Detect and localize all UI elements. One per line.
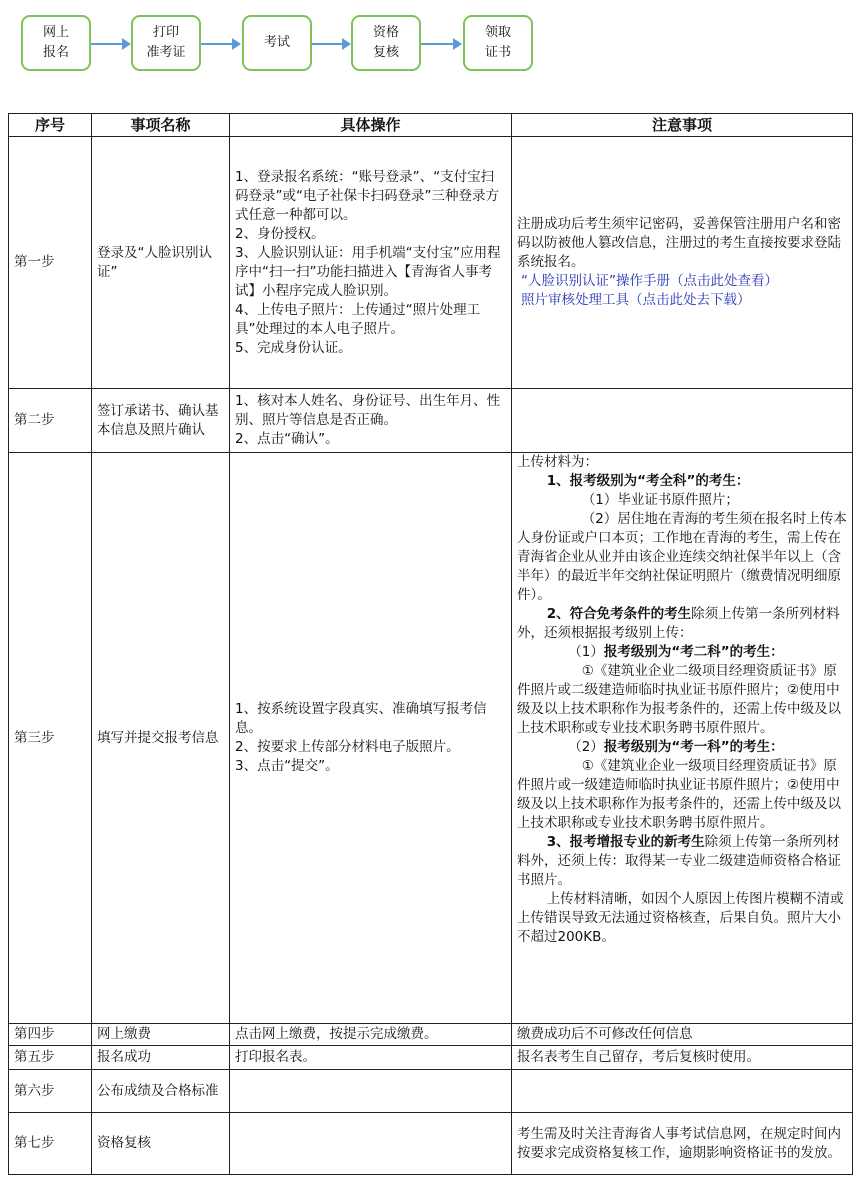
table-row: [9, 389, 853, 453]
flow-arrow: [91, 43, 129, 45]
step-name: 登录及“人脸识别认证”: [92, 137, 230, 389]
flow-step-review: 资格 复核: [351, 15, 421, 71]
step-operation: 点击网上缴费，按提示完成缴费。: [230, 1024, 512, 1046]
step-notes: [512, 1070, 853, 1113]
step-number: 第二步: [9, 389, 92, 453]
step-name: 网上缴费: [92, 1024, 230, 1046]
table-row: [9, 1113, 853, 1175]
step-operation: 打印报名表。: [230, 1046, 512, 1070]
step-notes: 考生需及时关注青海省人事考试信息网，在规定时间内按要求完成资格复核工作，逾期影响资格证书的发放。: [512, 1113, 853, 1175]
step-notes: 缴费成功后不可修改任何信息: [512, 1024, 853, 1046]
flow-step-print-ticket: 打印 准考证: [131, 15, 201, 71]
step-number: 第一步: [9, 137, 92, 389]
table-row: [9, 453, 853, 1024]
header-seq: 序号: [9, 114, 92, 137]
flow-arrow: [201, 43, 239, 45]
flow-step-exam: 考试: [242, 15, 312, 71]
step-notes: 报名表考生自己留存，考后复核时使用。: [512, 1046, 853, 1070]
table-row: [9, 1070, 853, 1113]
step-operation: 1、核对本人姓名、身份证号、出生年月、性别、照片等信息是否正确。 2、点击“确认”。: [230, 389, 512, 453]
step-number: 第五步: [9, 1046, 92, 1070]
header-item: 事项名称: [92, 114, 230, 137]
step-number: 第七步: [9, 1113, 92, 1175]
step-operation: [230, 1070, 512, 1113]
step-name: 资格复核: [92, 1113, 230, 1175]
table-header-row: [9, 114, 853, 137]
table-row: [9, 137, 853, 389]
step-notes: 注册成功后考生须牢记密码，妥善保管注册用户名和密码以防被他人篡改信息，注册过的考生直接按要求登陆系统报名。 “人脸识别认证”操作手册（点击此处查看） 照片审核处理工具（点击此处去下载）: [512, 137, 853, 389]
step-notes-materials: 上传材料为： 1、报考级别为“考全科”的考生： （1）毕业证书原件照片； （2）居住地在青海的考生须在报名时上传本人身份证或户口本页；工作地在青海的考生，需上传在青海省企业从业并由该企业连续交纳社保半年以上（含半年）的最近半年交纳社保证明照片（缴费情况明细原件）。 2、符合免考条件的考生除须上传第一条所列材料外，还须根据报考级别上传： （1）报考级别为“考二科”的考生： ①《建筑业企业二级项目经理资质证书》原件照片或二级建造师临时执业证书原件照片；②使用中级及以上技术职称作为报考条件的，还需上传中级及以上技术职称或专业技术职务聘书原件照片。 （2）报考级别为“考一科”的考生： ①《建筑业企业一级项目经理资质证书》原件照片或一级建造师临时执业证书原件照片；②使用中级及以上技术职称作为报考条件的，还需上传中级及以上技术职称或专业技术职务聘书原件照片。 3、报考增报专业的新考生除须上传第一条所列材料外，还须上传：取得某一专业二级建造师资格合格证书照片。 上传材料清晰，如因个人原因上传图片模糊不清或上传错误导致无法通过资格核查，后果自负。照片大小不超过200KB。: [512, 453, 853, 1024]
step-name: 公布成绩及合格标准: [92, 1070, 230, 1113]
flow-arrow: [421, 43, 460, 45]
photo-tool-download-link[interactable]: 照片审核处理工具（点击此处去下载）: [521, 292, 751, 308]
step-name: 报名成功: [92, 1046, 230, 1070]
header-operation: 具体操作: [230, 114, 512, 137]
table-row: [9, 1046, 853, 1070]
flow-step-certificate: 领取 证书: [463, 15, 533, 71]
header-notes: 注意事项: [512, 114, 853, 137]
steps-table: [8, 113, 853, 1175]
process-flow: [0, 0, 862, 90]
step-operation: 1、登录报名系统：“账号登录”、“支付宝扫码登录”或“电子社保卡扫码登录”三种登录方式任意一种都可以。 2、身份授权。 3、人脸识别认证：用手机端“支付宝”应用程序中“扫一扫”功能扫描进入【青海省人事考试】小程序完成人脸识别。 4、上传电子照片：上传通过“照片处理工具”处理过的本人电子照片。 5、完成身份认证。: [230, 137, 512, 389]
flow-arrow: [312, 43, 349, 45]
table-row: [9, 1024, 853, 1046]
step-name: 填写并提交报考信息: [92, 453, 230, 1024]
step-operation: [230, 1113, 512, 1175]
flow-step-register: 网上 报名: [21, 15, 91, 71]
step-name: 签订承诺书、确认基本信息及照片确认: [92, 389, 230, 453]
step-number: 第六步: [9, 1070, 92, 1113]
step-notes: [512, 389, 853, 453]
face-auth-manual-link[interactable]: “人脸识别认证”操作手册（点击此处查看）: [521, 273, 778, 289]
step-operation: 1、按系统设置字段真实、准确填写报考信息。 2、按要求上传部分材料电子版照片。 3、点击“提交”。: [230, 453, 512, 1024]
step-number: 第四步: [9, 1024, 92, 1046]
step-number: 第三步: [9, 453, 92, 1024]
